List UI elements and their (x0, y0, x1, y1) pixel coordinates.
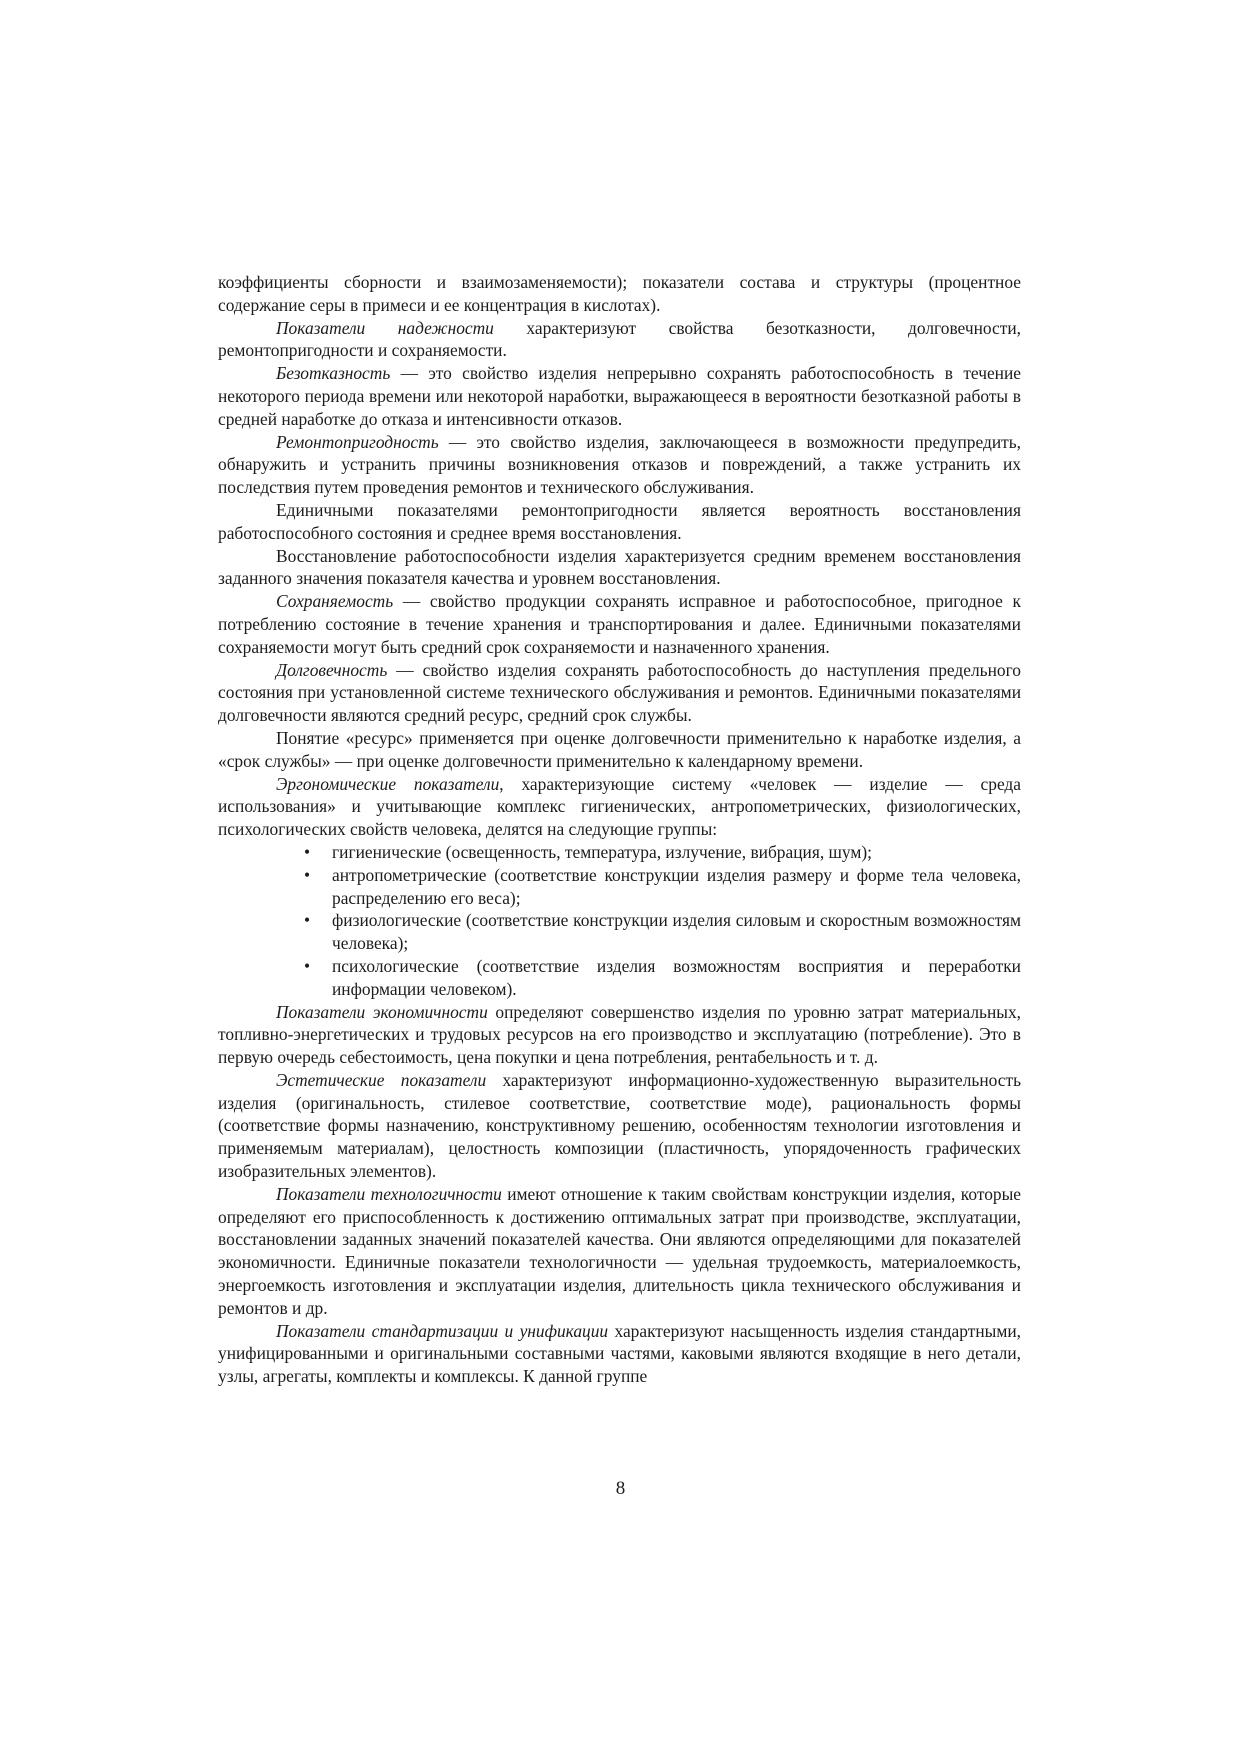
paragraph-term: Показатели надежности (276, 317, 494, 338)
paragraph (218, 1069, 1021, 1183)
paragraph (218, 727, 1021, 773)
list-item: • гигиенические (освещенность, температура, излучение, вибрация, шум); (304, 841, 1021, 864)
paragraph-text: — свойство продукции сохранять исправное и работоспособное, пригодное к потреблению состояние в течение хранения и транспортирования и далее. Единичными показателями сохраняемости могут быть средний срок сохраняемости и назначенного хранения. (218, 591, 1021, 657)
paragraph-term: Ремонтопригодность (276, 431, 439, 452)
paragraph-text: , характеризующие систему «человек — изделие — среда использования» и учитывающие комплекс гигиенических, антропометрических, физиологических, психологических свойств человека, делятся на следующие группы: (218, 773, 1021, 840)
paragraph-term: Безотказность (276, 363, 391, 384)
paragraph (218, 362, 1021, 430)
paragraph-text: Единичными показателями ремонтопригодности является вероятность восстановления работоспособного состояния и среднее время восстановления. (218, 499, 1021, 543)
paragraph (218, 499, 1021, 545)
list-item: • психологические (соответствие изделия возможностям восприятия и переработки информации человеком). (304, 955, 1021, 1001)
paragraph-text: коэффициенты сборности и взаимозаменяемости); показатели состава и структуры (процентное содержание серы в примеси и ее концентрация в кислотах). (218, 272, 1021, 315)
paragraph-term: Сохраняемость (276, 591, 394, 612)
paragraph-text: Восстановление работоспособности изделия характеризуется средним временем восстановления заданного значения показателя качества и уровнем восстановления. (218, 545, 1021, 589)
paragraph-text: Понятие «ресурс» применяется при оценке долговечности применительно к наработке изделия, а «срок службы» — при оценке долговечности применительно к календарному времени. (218, 727, 1021, 771)
paragraph (218, 590, 1021, 658)
paragraph-text: определяют совершенство изделия по уровню затрат материальных, топливно-энергетических и трудовых ресурсов на его производство и эксплуатацию (потребление). Это в первую очередь себестоимость, цена покупки и цена потребления, рентабельность и т. д. (218, 1001, 1021, 1068)
paragraph-text: характеризуют насыщенность изделия стандартными, унифицированными и оригинальными составными частями, каковыми являются входящие в него детали, узлы, агрегаты, комплекты и комплексы. К данной группе (218, 1320, 1021, 1387)
paragraph-term: Долговечность (276, 659, 388, 680)
paragraph-text: — это свойство изделия, заключающееся в возможности предупредить, обнаружить и устранить причины возникновения отказов и повреждений, а также устранить их последствия путем проведения ремонтов и технического обслуживания. (218, 431, 1021, 498)
paragraph-term: Эстетические показатели (276, 1069, 487, 1090)
page-number: 8 (615, 1478, 626, 1499)
paragraph-text: характеризуют информационно-художественную выразительность изделия (оригинальность, стилевое соответствие, соответствие моде), рациональность формы (соответствие формы назначению, конструктивному решению, особенностям технологии изготовления и применяемым материалам), целостность композиции (пластичность, упорядоченность графических изобразительных элементов). (218, 1069, 1021, 1182)
paragraph-text: характеризуют свойства безотказности, долговечности, ремонтопригодности и сохраняемости. (218, 317, 1021, 361)
paragraph-term: Эргономические показатели (276, 773, 500, 794)
paragraph (218, 317, 1021, 363)
body-text (218, 271, 1021, 1388)
paragraph (218, 1001, 1021, 1069)
list-item: • антропометрические (соответствие конструкции изделия размеру и форме тела человека, распределению его веса); (304, 864, 1021, 910)
paragraph (218, 545, 1021, 591)
paragraph-text: имеют отношение к таким свойствам конструкции изделия, которые определяют его приспособленность к достижению оптимальных затрат при производстве, эксплуатации, восстановлении заданных значений показателей качества. Они являются определяющими для показателей экономичности. Единичные показатели технологичности — удельная трудоемкость, материалоемкость, энергоемкость изготовления и эксплуатации изделия, длительность цикла технического обслуживания и ремонтов и др. (218, 1183, 1021, 1318)
paragraph (218, 659, 1021, 727)
paragraph (218, 1320, 1021, 1388)
paragraph-term: Показатели экономичности (276, 1001, 488, 1022)
bullet-list (218, 841, 1021, 1001)
paragraph (218, 773, 1021, 841)
paragraph (218, 431, 1021, 499)
paragraph-term: Показатели технологичности (276, 1183, 502, 1204)
paragraph-text: — свойство изделия сохранять работоспособность до наступления предельного состояния при установленной системе технического обслуживания и ремонтов. Единичными показателями долговечности являются средний ресурс, средний срок службы. (218, 659, 1021, 726)
paragraph-term: Показатели стандартизации и унификации (276, 1320, 609, 1341)
paragraph (218, 1183, 1021, 1320)
paragraph (218, 271, 1021, 317)
paragraph-text: — это свойство изделия непрерывно сохранять работоспособность в течение некоторого периода времени или некоторой наработки, выражающееся в вероятности безотказной работы в средней наработке до отказа и интенсивности отказов. (218, 363, 1021, 429)
list-item: • физиологические (соответствие конструкции изделия силовым и скоростным возможностям человека); (304, 909, 1021, 955)
